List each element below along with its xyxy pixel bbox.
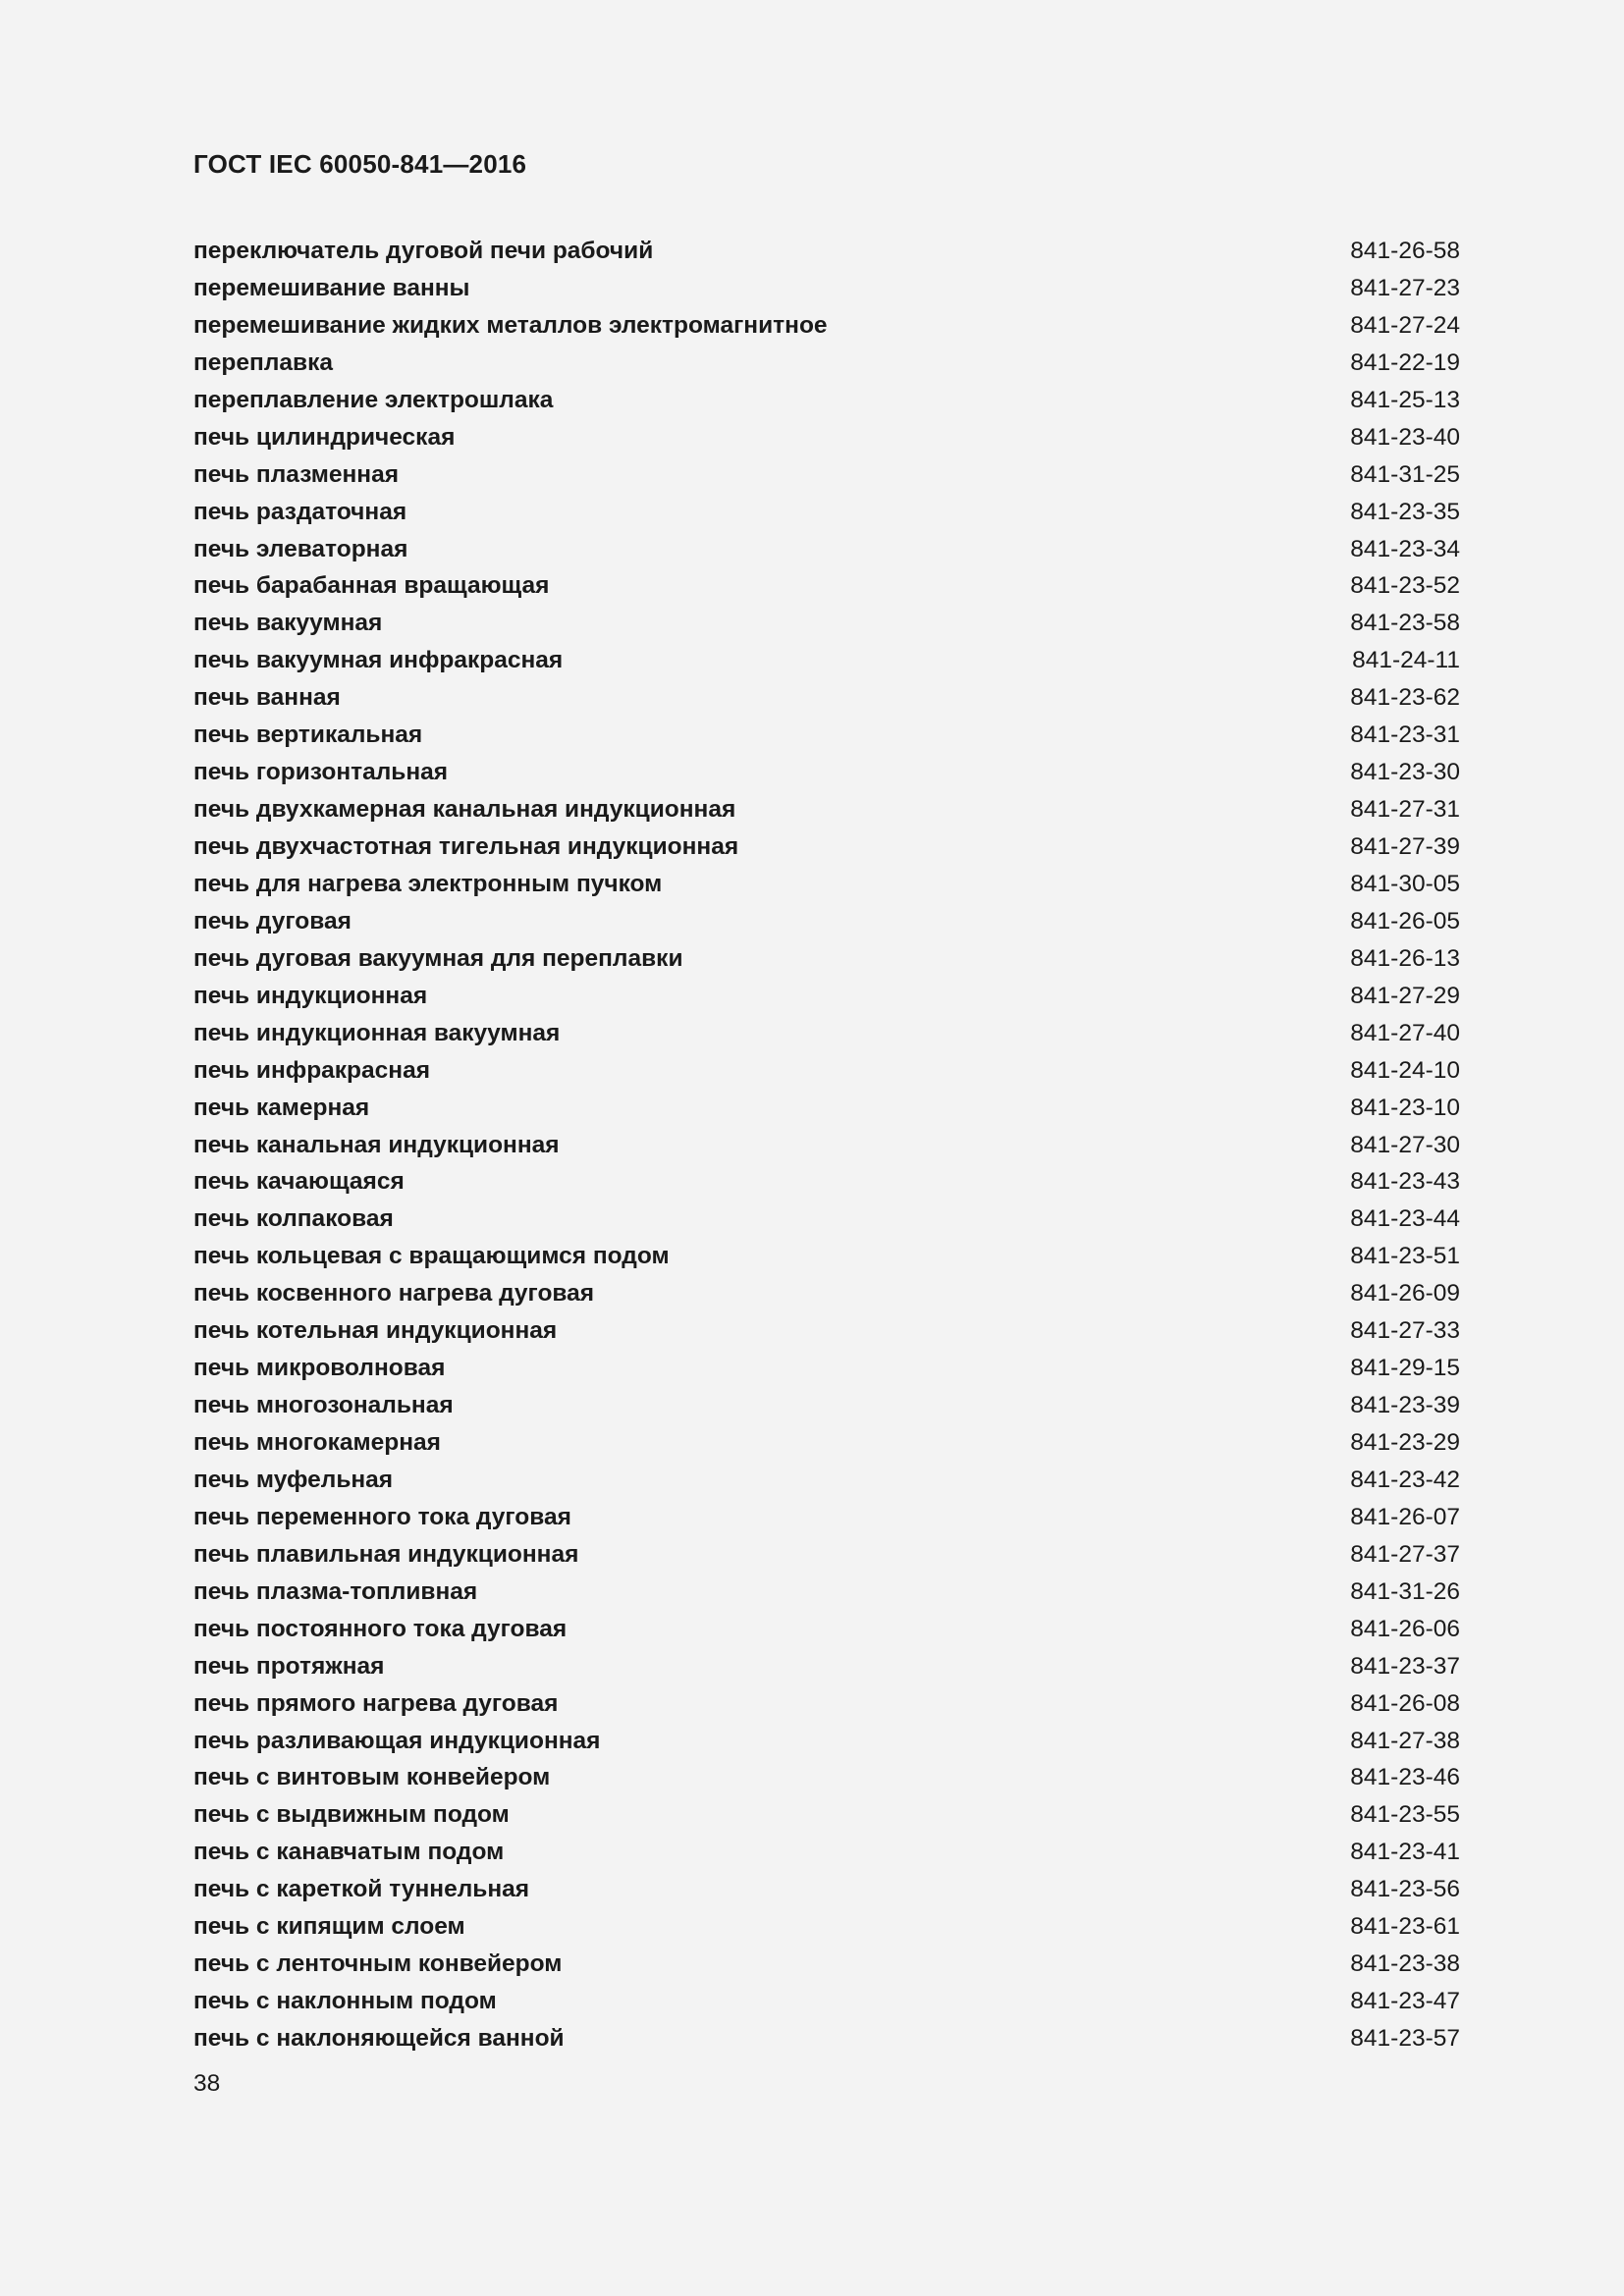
- index-code: 841-23-10: [1350, 1094, 1460, 1121]
- index-code: 841-23-38: [1350, 1950, 1460, 1978]
- index-row: [193, 754, 1460, 791]
- index-code: 841-27-33: [1350, 1317, 1460, 1345]
- index-code: 841-27-29: [1350, 982, 1460, 1009]
- index-code: 841-23-44: [1350, 1205, 1460, 1233]
- index-row: [193, 1908, 1460, 1946]
- index-row: [193, 382, 1460, 419]
- index-row: [193, 567, 1460, 605]
- index-term: печь колпаковая: [193, 1205, 394, 1233]
- index-code: 841-23-57: [1350, 2025, 1460, 2052]
- index-code: 841-26-58: [1350, 238, 1460, 264]
- index-code: 841-23-34: [1350, 535, 1460, 562]
- index-term: печь вертикальная: [193, 721, 423, 749]
- index-code: 841-27-38: [1350, 1727, 1460, 1754]
- index-code: 841-27-31: [1350, 796, 1460, 824]
- index-term: печь плазменная: [193, 460, 400, 488]
- index-term: печь протяжная: [193, 1652, 385, 1680]
- index-code: 841-27-37: [1350, 1540, 1460, 1568]
- index-row: [193, 1052, 1460, 1090]
- index-code: 841-23-56: [1350, 1876, 1460, 1903]
- index-code: 841-27-24: [1350, 311, 1460, 339]
- index-row: [193, 270, 1460, 307]
- index-code: 841-26-08: [1350, 1689, 1460, 1717]
- term-index-list: [193, 233, 1460, 2057]
- index-code: 841-23-51: [1350, 1243, 1460, 1270]
- index-row: [193, 1424, 1460, 1462]
- index-term: печь разливающая индукционная: [193, 1727, 601, 1754]
- index-row: [193, 1648, 1460, 1685]
- index-code: 841-23-42: [1350, 1466, 1460, 1493]
- index-code: 841-31-26: [1350, 1577, 1460, 1605]
- index-row: [193, 1574, 1460, 1611]
- index-row: [193, 531, 1460, 568]
- index-term: печь качающаяся: [193, 1168, 405, 1196]
- index-code: 841-24-11: [1352, 647, 1460, 674]
- index-code: 841-23-40: [1350, 423, 1460, 451]
- index-term: печь барабанная вращающая: [193, 572, 550, 600]
- index-term: печь канальная индукционная: [193, 1131, 560, 1158]
- index-row: [193, 1462, 1460, 1499]
- index-term: переключатель дуговой печи рабочий: [193, 238, 654, 264]
- index-code: 841-23-29: [1350, 1429, 1460, 1456]
- index-code: 841-23-35: [1350, 498, 1460, 525]
- document-header: ГОСТ IEC 60050-841—2016: [193, 149, 527, 179]
- index-code: 841-25-13: [1350, 386, 1460, 413]
- index-row: [193, 1796, 1460, 1834]
- index-code: 841-27-30: [1350, 1131, 1460, 1158]
- index-term: печь переменного тока дуговая: [193, 1503, 571, 1530]
- index-term: печь индукционная: [193, 982, 428, 1009]
- index-row: [193, 1350, 1460, 1387]
- index-row: [193, 978, 1460, 1015]
- index-code: 841-23-31: [1350, 721, 1460, 749]
- index-code: 841-31-25: [1350, 460, 1460, 488]
- index-term: печь микроволновая: [193, 1355, 446, 1382]
- index-code: 841-24-10: [1350, 1056, 1460, 1084]
- index-row: [193, 1946, 1460, 1983]
- index-term: печь дуговая вакуумная для переплавки: [193, 944, 683, 972]
- index-term: переплавка: [193, 348, 333, 376]
- index-term: печь кольцевая с вращающимся подом: [193, 1243, 670, 1270]
- index-term: печь элеваторная: [193, 535, 408, 562]
- index-row: [193, 642, 1460, 679]
- index-row: [193, 1387, 1460, 1424]
- index-term: печь постоянного тока дуговая: [193, 1615, 568, 1642]
- index-row: [193, 2020, 1460, 2057]
- index-row: [193, 828, 1460, 866]
- index-row: [193, 494, 1460, 531]
- index-term: печь плавильная индукционная: [193, 1540, 579, 1568]
- index-code: 841-30-05: [1350, 870, 1460, 897]
- index-term: печь горизонтальная: [193, 759, 449, 786]
- index-term: печь для нагрева электронным пучком: [193, 870, 663, 897]
- index-code: 841-26-09: [1350, 1280, 1460, 1308]
- index-term: печь индукционная вакуумная: [193, 1019, 561, 1046]
- index-term: перемешивание жидких металлов электромагнитное: [193, 311, 828, 339]
- index-row: [193, 1685, 1460, 1723]
- index-term: печь плазма-топливная: [193, 1577, 478, 1605]
- index-term: печь вакуумная: [193, 610, 383, 637]
- index-term: печь котельная индукционная: [193, 1317, 558, 1345]
- index-row: [193, 866, 1460, 903]
- index-term: печь многозональная: [193, 1392, 454, 1419]
- page-number: 38: [193, 2070, 221, 2097]
- index-code: 841-23-61: [1350, 1913, 1460, 1941]
- index-row: [193, 1090, 1460, 1127]
- index-term: печь косвенного нагрева дуговая: [193, 1280, 595, 1308]
- index-row: [193, 1163, 1460, 1201]
- index-term: печь с ленточным конвейером: [193, 1950, 563, 1978]
- index-term: печь с винтовым конвейером: [193, 1764, 551, 1791]
- index-code: 841-26-06: [1350, 1615, 1460, 1642]
- index-code: 841-23-37: [1350, 1652, 1460, 1680]
- index-code: 841-27-39: [1350, 833, 1460, 860]
- index-term: печь двухчастотная тигельная индукционная: [193, 833, 739, 860]
- index-term: переплавление электрошлака: [193, 386, 554, 413]
- index-row: [193, 1723, 1460, 1760]
- index-row: [193, 1871, 1460, 1908]
- index-row: [193, 1759, 1460, 1796]
- index-term: печь двухкамерная канальная индукционная: [193, 796, 736, 824]
- index-term: печь ванная: [193, 684, 341, 712]
- index-code: 841-23-55: [1350, 1801, 1460, 1829]
- index-term: печь многокамерная: [193, 1429, 441, 1456]
- index-code: 841-22-19: [1350, 348, 1460, 376]
- index-term: печь вакуумная инфракрасная: [193, 647, 564, 674]
- index-term: печь прямого нагрева дуговая: [193, 1689, 559, 1717]
- index-term: печь с наклонным подом: [193, 1988, 497, 2015]
- index-term: печь дуговая: [193, 907, 352, 934]
- index-row: [193, 1201, 1460, 1238]
- index-term: печь раздаточная: [193, 498, 407, 525]
- index-code: 841-26-13: [1350, 944, 1460, 972]
- index-code: 841-27-40: [1350, 1019, 1460, 1046]
- index-term: печь камерная: [193, 1094, 370, 1121]
- index-term: печь цилиндрическая: [193, 423, 456, 451]
- index-term: печь с кареткой туннельная: [193, 1876, 530, 1903]
- index-code: 841-26-05: [1350, 907, 1460, 934]
- index-row: [193, 1499, 1460, 1536]
- index-row: [193, 1983, 1460, 2020]
- index-code: 841-23-58: [1350, 610, 1460, 637]
- index-row: [193, 1275, 1460, 1312]
- index-row: [193, 903, 1460, 940]
- index-code: 841-23-41: [1350, 1839, 1460, 1866]
- index-term: печь с наклоняющейся ванной: [193, 2025, 565, 2052]
- index-term: печь с выдвижным подом: [193, 1801, 510, 1829]
- index-code: 841-23-62: [1350, 684, 1460, 712]
- index-row: [193, 1015, 1460, 1052]
- index-row: [193, 345, 1460, 382]
- index-row: [193, 456, 1460, 494]
- index-term: печь инфракрасная: [193, 1056, 430, 1084]
- index-term: перемешивание ванны: [193, 274, 470, 301]
- index-row: [193, 717, 1460, 754]
- index-row: [193, 233, 1460, 270]
- index-row: [193, 791, 1460, 828]
- index-row: [193, 419, 1460, 456]
- index-code: 841-23-47: [1350, 1988, 1460, 2015]
- index-row: [193, 307, 1460, 345]
- index-code: 841-23-46: [1350, 1764, 1460, 1791]
- index-row: [193, 1238, 1460, 1275]
- index-row: [193, 1536, 1460, 1574]
- index-code: 841-27-23: [1350, 274, 1460, 301]
- index-term: печь с кипящим слоем: [193, 1913, 465, 1941]
- index-code: 841-26-07: [1350, 1503, 1460, 1530]
- index-row: [193, 1611, 1460, 1648]
- index-term: печь муфельная: [193, 1466, 394, 1493]
- index-code: 841-23-43: [1350, 1168, 1460, 1196]
- index-code: 841-23-30: [1350, 759, 1460, 786]
- index-term: печь с канавчатым подом: [193, 1839, 505, 1866]
- index-code: 841-29-15: [1350, 1355, 1460, 1382]
- index-code: 841-23-39: [1350, 1392, 1460, 1419]
- index-code: 841-23-52: [1350, 572, 1460, 600]
- index-row: [193, 1834, 1460, 1871]
- index-row: [193, 940, 1460, 978]
- index-row: [193, 1127, 1460, 1164]
- index-row: [193, 605, 1460, 642]
- index-row: [193, 679, 1460, 717]
- index-row: [193, 1312, 1460, 1350]
